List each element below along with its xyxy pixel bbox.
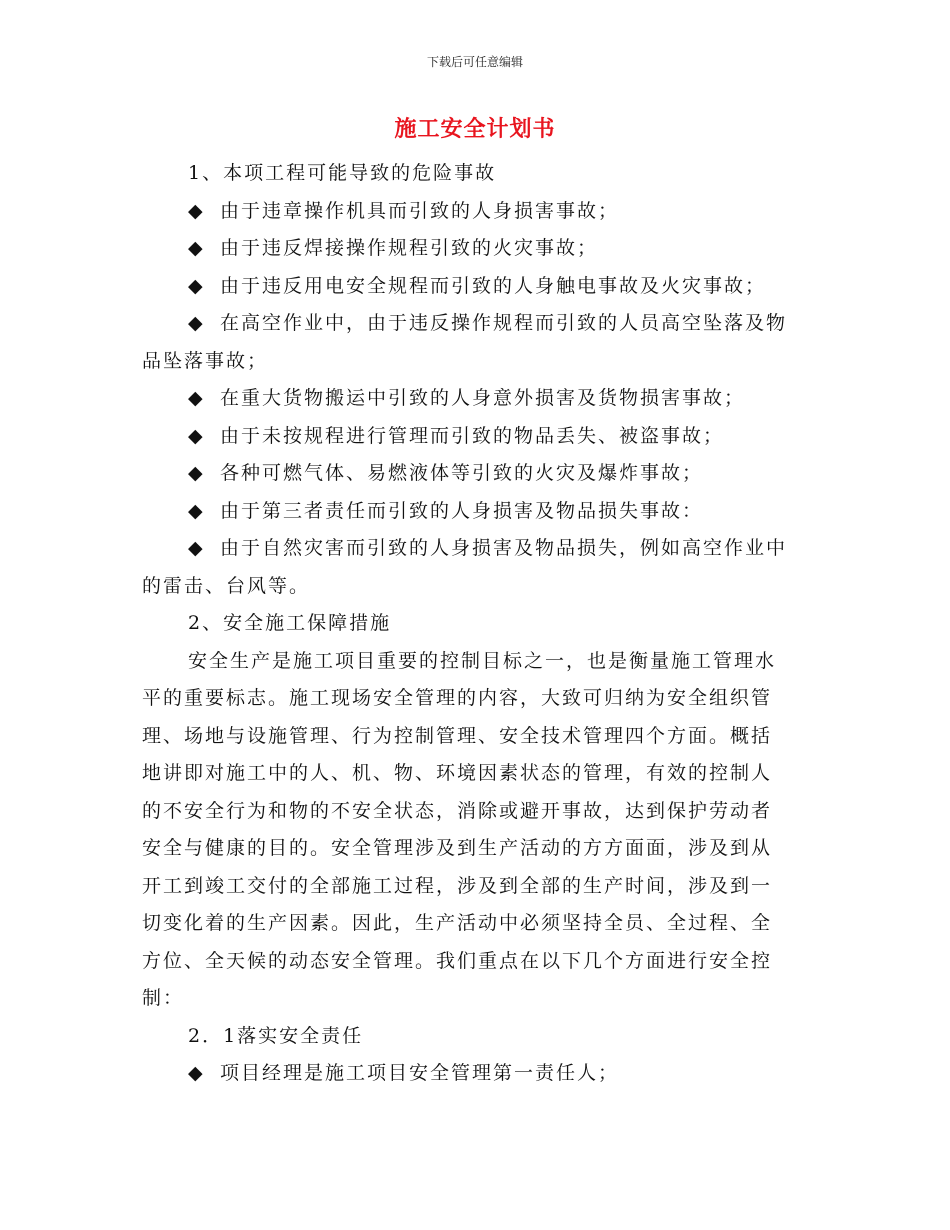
line-text: 的不安全行为和物的不安全状态，消除或避开事故，达到保护劳动者 — [142, 799, 773, 822]
line-text: 安全生产是施工项目重要的控制目标之一，也是衡量施工管理水 — [188, 649, 777, 672]
line-text: 在重大货物搬运中引致的人身意外损害及货物损害事故； — [220, 387, 746, 409]
text-line — [142, 605, 808, 643]
line-text: 各种可燃气体、易燃液体等引致的火灾及爆炸事故； — [220, 462, 704, 484]
line-text: 由于违反用电安全规程而引致的人身触电事故及火灾事故； — [220, 274, 767, 297]
text-line — [142, 868, 808, 906]
bullet-item — [142, 230, 808, 268]
line-text: 1、本项工程可能导致的危险事故 — [188, 162, 497, 184]
text-line — [142, 980, 808, 1018]
line-text: 由于违章操作机具而引致的人身损害事故； — [220, 199, 620, 222]
diamond-bullet-icon: ◆ — [188, 237, 205, 259]
diamond-bullet-icon: ◆ — [188, 462, 205, 484]
line-text: 2、安全施工保障措施 — [188, 612, 392, 634]
line-text: 开工到竣工交付的全部施工过程，涉及到全部的生产时间，涉及到一 — [142, 874, 773, 897]
text-line — [142, 343, 808, 381]
document-title: 施工安全计划书 — [394, 116, 556, 142]
bullet-item — [142, 268, 808, 306]
text-line — [142, 155, 808, 193]
line-text: 2．1落实安全责任 — [188, 1024, 364, 1047]
diamond-bullet-icon: ◆ — [188, 1062, 205, 1084]
diamond-bullet-icon: ◆ — [188, 499, 205, 522]
line-text: 品坠落事故； — [142, 349, 269, 372]
line-text: 在高空作业中，由于违反操作规程而引致的人员高空坠落及物 — [220, 312, 788, 334]
line-text: 平的重要标志。施工现场安全管理的内容，大致可归纳为安全组织管 — [142, 687, 773, 709]
diamond-bullet-icon: ◆ — [188, 312, 205, 334]
diamond-bullet-icon: ◆ — [188, 274, 205, 297]
line-text: 地讲即对施工中的人、机、物、环境因素状态的管理，有效的控制人 — [142, 762, 773, 784]
bullet-item — [142, 418, 808, 456]
text-line — [142, 830, 808, 868]
line-text: 安全与健康的目的。安全管理涉及到生产活动的方方面面，涉及到从 — [142, 837, 773, 859]
line-text: 切变化着的生产因素。因此，生产活动中必须坚持全员、全过程、全 — [142, 912, 773, 934]
line-text: 由于违反焊接操作规程引致的火灾事故； — [220, 237, 599, 259]
line-text: 理、场地与设施管理、行为控制管理、安全技术管理四个方面。概括 — [142, 724, 773, 747]
page-header: 下载后可任意编辑 — [426, 55, 523, 69]
line-text: 由于自然灾害而引致的人身损害及物品损失，例如高空作业中 — [220, 537, 788, 559]
text-line — [142, 905, 808, 943]
text-line — [142, 793, 808, 831]
bullet-item — [142, 1055, 808, 1093]
diamond-bullet-icon: ◆ — [188, 199, 205, 222]
diamond-bullet-icon: ◆ — [188, 387, 205, 409]
bullet-item — [142, 305, 808, 343]
text-line — [142, 680, 808, 718]
line-text: 方位、全天候的动态安全管理。我们重点在以下几个方面进行安全控 — [142, 949, 773, 972]
bullet-item — [142, 193, 808, 231]
bullet-item — [142, 530, 808, 568]
document-body — [142, 155, 808, 1093]
bullet-item — [142, 380, 808, 418]
line-text: 制： — [142, 987, 185, 1009]
diamond-bullet-icon: ◆ — [188, 537, 205, 559]
bullet-item — [142, 455, 808, 493]
text-line — [142, 755, 808, 793]
line-text: 的雷击、台风等。 — [142, 574, 311, 597]
text-line — [142, 718, 808, 756]
line-text: 由于未按规程进行管理而引致的物品丢失、被盗事故； — [220, 424, 725, 447]
text-line — [142, 643, 808, 681]
text-line — [142, 1018, 808, 1056]
line-text: 项目经理是施工项目安全管理第一责任人； — [220, 1062, 620, 1084]
text-line — [142, 943, 808, 981]
bullet-item — [142, 493, 808, 531]
text-line — [142, 568, 808, 606]
diamond-bullet-icon: ◆ — [188, 424, 205, 447]
line-text: 由于第三者责任而引致的人身损害及物品损失事故： — [220, 499, 704, 522]
